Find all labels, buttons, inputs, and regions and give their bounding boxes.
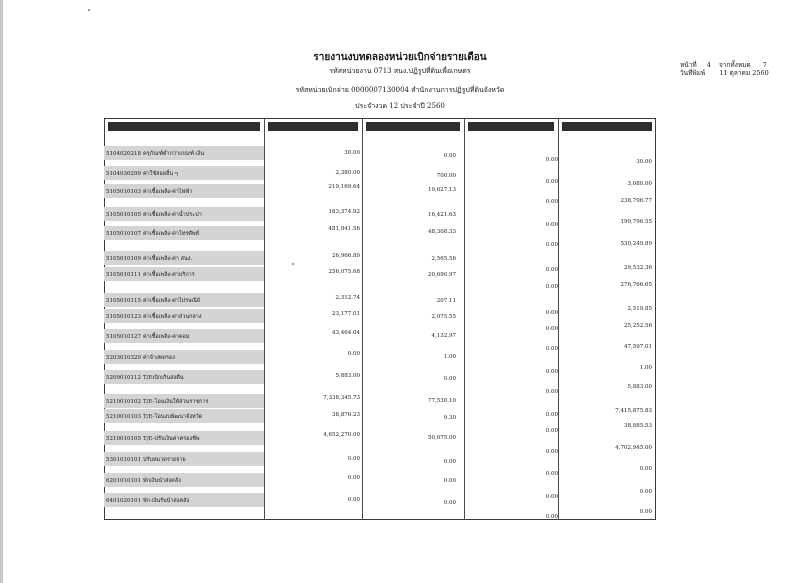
table-row bbox=[106, 211, 202, 219]
period-line: ประจำงวด 12 ประจำปี 2560 bbox=[355, 102, 445, 110]
total-pages: 7 bbox=[762, 61, 767, 69]
column-divider bbox=[464, 118, 465, 520]
header-col2 bbox=[366, 122, 460, 131]
account-code: 5105010109 bbox=[106, 256, 141, 262]
table-row bbox=[106, 497, 189, 505]
debit-value: 48,308.33 bbox=[428, 229, 456, 235]
credit-value: 0.00 bbox=[545, 242, 558, 248]
balance-value: 38,885.53 bbox=[624, 423, 652, 429]
brought-forward-value: 2,312.74 bbox=[335, 295, 360, 301]
column-divider bbox=[264, 118, 265, 520]
debit-value: 9.30 bbox=[443, 415, 456, 421]
account-name: ค่าเชื้อเพลิง-ค่าส่วนกลาง bbox=[143, 314, 202, 320]
account-name: T/E-ปรับเงินค่าครองชีพ bbox=[143, 436, 200, 442]
credit-value: 0.00 bbox=[545, 310, 558, 316]
balance-value: 29,532.36 bbox=[624, 265, 652, 271]
balance-value: 530,249.89 bbox=[620, 241, 652, 247]
account-code: 5105010111 bbox=[106, 272, 141, 278]
brought-forward-value: 43,464.04 bbox=[332, 330, 360, 336]
balance-value: 276,766.65 bbox=[620, 282, 652, 288]
table-row bbox=[106, 456, 186, 464]
balance-value: 30.00 bbox=[636, 159, 652, 165]
account-name: ครุภัณฑ์ต่ำกว่าเกณฑ์-เงิน bbox=[143, 151, 205, 157]
account-name: ค่าเชื้อเพลิง-ค่าบริการ bbox=[143, 272, 195, 278]
debit-value: 2,075.55 bbox=[431, 314, 456, 320]
debit-value: 0.00 bbox=[443, 376, 456, 382]
table-row bbox=[106, 435, 200, 443]
header-account bbox=[108, 122, 260, 131]
balance-value: 4,702,945.00 bbox=[615, 445, 652, 451]
debit-value: 0.00 bbox=[443, 459, 456, 465]
agency-line: รหัสหน่วยงาน 0713 สนง.ปฏิรูปที่ดินเพื่อเกษตร bbox=[329, 67, 471, 75]
column-divider bbox=[362, 118, 363, 520]
balance-value: 199,796.55 bbox=[620, 219, 652, 225]
account-name: พักเงินนำส่งคลัง bbox=[143, 478, 181, 484]
brought-forward-value: 38,876.23 bbox=[332, 412, 360, 418]
brought-forward-value: 219,169.64 bbox=[328, 184, 360, 190]
account-code: 5104030299 bbox=[106, 171, 141, 177]
credit-value: 0.00 bbox=[545, 222, 558, 228]
account-name: T/Eเบิกเกินส่งคืน bbox=[143, 375, 184, 381]
account-name: ค่าเชื้อเพลิง-ค่าโทรศัพท์ bbox=[143, 231, 200, 237]
page-label: หน้าที่ bbox=[680, 61, 697, 69]
account-code: 5105010103 bbox=[106, 189, 141, 195]
debit-value: 19,627.13 bbox=[428, 187, 456, 193]
debit-value: 700.00 bbox=[436, 173, 456, 179]
account-name: ค่าเชื้อเพลิง-ค่าคอม bbox=[143, 334, 190, 340]
brought-forward-value: 30.00 bbox=[344, 150, 360, 156]
credit-value: 0.00 bbox=[545, 267, 558, 273]
account-code: 5210010105 bbox=[106, 436, 141, 442]
balance-value: 0.00 bbox=[639, 466, 652, 472]
credit-value: 0.00 bbox=[545, 179, 558, 185]
brought-forward-value: 4,652,270.00 bbox=[323, 432, 360, 438]
print-date-label: วันที่พิมพ์ bbox=[680, 69, 706, 77]
report-title: รายงานงบทดลองหน่วยเบิกจ่ายรายเดือน bbox=[313, 52, 487, 63]
total-label: จากทั้งหมด bbox=[718, 61, 751, 69]
page-number: 4 bbox=[706, 61, 711, 69]
brought-forward-value: 481,941.56 bbox=[328, 226, 360, 232]
table-row bbox=[106, 170, 178, 178]
balance-value: 0.00 bbox=[639, 489, 652, 495]
account-name: ค่าเชื้อเพลิง-ค่าน้ำประปา bbox=[143, 212, 202, 218]
credit-value: 0.00 bbox=[545, 494, 558, 500]
account-code: 5210010103 bbox=[106, 414, 141, 420]
account-name: T/E-โอนงบพัฒนาจังหวัด bbox=[143, 414, 203, 420]
header-col1 bbox=[268, 122, 358, 131]
column-divider bbox=[558, 118, 559, 520]
brought-forward-value: 183,374.92 bbox=[328, 209, 360, 215]
debit-value: 50,675.00 bbox=[428, 435, 456, 441]
account-name: ค่าเชื้อเพลิง-ค่าไฟฟ้า bbox=[143, 189, 193, 195]
credit-value: 0.00 bbox=[545, 369, 558, 375]
brought-forward-value: 0.00 bbox=[347, 497, 360, 503]
account-code: 5105010123 bbox=[106, 314, 141, 320]
table-row bbox=[106, 374, 184, 382]
table-row bbox=[106, 477, 181, 485]
brought-forward-value: 2,380.00 bbox=[335, 170, 360, 176]
account-name: ค่าใช้สอยอื่น ๆ bbox=[143, 171, 178, 177]
balance-value: 238,796.77 bbox=[620, 198, 652, 204]
credit-value: 0.00 bbox=[545, 389, 558, 395]
table-row bbox=[106, 413, 202, 421]
balance-value: 5,883.00 bbox=[627, 384, 652, 390]
balance-value: 7,415,875.83 bbox=[615, 408, 652, 414]
table-row bbox=[106, 398, 209, 406]
scan-speck bbox=[88, 9, 90, 11]
account-name: T/E-โอนเงินให้ส่วนราชการ bbox=[143, 399, 209, 405]
debit-value: 1.00 bbox=[443, 354, 456, 360]
balance-value: 47,597.01 bbox=[624, 344, 652, 350]
credit-value: 0.00 bbox=[545, 157, 558, 163]
debit-value: 20,690.97 bbox=[428, 272, 456, 278]
credit-value: 0.00 bbox=[545, 471, 558, 477]
account-code: 5210010102 bbox=[106, 399, 141, 405]
account-code: 5105010115 bbox=[106, 298, 141, 304]
account-name: ค่าเชื้อเพลิง-ค่า สนง. bbox=[143, 256, 193, 262]
brought-forward-value: 7,338,345.73 bbox=[323, 395, 360, 401]
debit-value: 4,132.97 bbox=[431, 333, 456, 339]
brought-forward-value: 0.00 bbox=[347, 475, 360, 481]
debit-value: 207.11 bbox=[436, 298, 456, 304]
brought-forward-value: 0.00 bbox=[347, 456, 360, 462]
header-col4 bbox=[562, 122, 652, 131]
brought-forward-value: 23,177.01 bbox=[332, 311, 360, 317]
balance-value: 25,252.56 bbox=[624, 323, 652, 329]
account-code: 5203010320 bbox=[106, 355, 141, 361]
print-date bbox=[680, 68, 769, 78]
credit-value: 0.00 bbox=[545, 449, 558, 455]
account-name: ค่าเชื้อเพลิง-ค่าไปรษณีย์ bbox=[143, 298, 201, 304]
credit-value: 0.00 bbox=[545, 326, 558, 332]
account-code: 6401020101 bbox=[106, 498, 141, 504]
credit-value: 0.00 bbox=[545, 346, 558, 352]
table-row bbox=[106, 354, 175, 362]
balance-value: 2,519.85 bbox=[627, 306, 652, 312]
table-row bbox=[106, 230, 199, 238]
debit-value: 0.00 bbox=[443, 153, 456, 159]
balance-value: 3,080.00 bbox=[627, 181, 652, 187]
account-code: 5105010107 bbox=[106, 231, 141, 237]
print-date-value: 11 ตุลาคม 2560 bbox=[719, 69, 769, 77]
table-row bbox=[106, 333, 189, 341]
balance-value: 1.00 bbox=[639, 365, 652, 371]
account-code: 5105010127 bbox=[106, 334, 141, 340]
debit-value: 77,530.10 bbox=[428, 398, 456, 404]
account-code: 5105010105 bbox=[106, 212, 141, 218]
account-code: 5301010101 bbox=[106, 457, 141, 463]
credit-value: 0.00 bbox=[545, 514, 558, 520]
account-code: 6201010101 bbox=[106, 478, 141, 484]
table-row bbox=[106, 150, 204, 158]
scan-speck bbox=[292, 263, 294, 265]
table-row bbox=[106, 188, 193, 196]
account-code: 5104020218 bbox=[106, 151, 141, 157]
credit-value: 0.00 bbox=[545, 412, 558, 418]
brought-forward-value: 26,966.80 bbox=[332, 253, 360, 259]
credit-value: 0.00 bbox=[545, 284, 558, 290]
account-name: ปรับหมวดรายจ่าย bbox=[143, 457, 186, 463]
debit-value: 0.00 bbox=[443, 500, 456, 506]
table-row bbox=[106, 297, 200, 305]
brought-forward-value: 0.00 bbox=[347, 351, 360, 357]
credit-value: 0.00 bbox=[545, 199, 558, 205]
balance-value: 0.00 bbox=[639, 509, 652, 515]
table-row bbox=[106, 255, 192, 263]
credit-value: 0.00 bbox=[545, 428, 558, 434]
header-col3 bbox=[468, 122, 554, 131]
debit-value: 0.00 bbox=[443, 478, 456, 484]
brought-forward-value: 5,883.00 bbox=[335, 373, 360, 379]
debit-value: 2,565.56 bbox=[431, 256, 456, 262]
table-row bbox=[106, 271, 195, 279]
brought-forward-value: 256,075.68 bbox=[328, 269, 360, 275]
table-row bbox=[106, 313, 202, 321]
account-name: พัก-เงินรับนำส่งคลัง bbox=[143, 498, 190, 504]
disbursing-unit-line: รหัสหน่วยเบิกจ่าย 0000007130004 สำนักงานการปฏิรูปที่ดินจังหวัด bbox=[295, 86, 505, 94]
account-code: 5209010112 bbox=[106, 375, 141, 381]
debit-value: 16,421.63 bbox=[428, 212, 456, 218]
account-name: ค่าจ้างทดรอง bbox=[143, 355, 175, 361]
